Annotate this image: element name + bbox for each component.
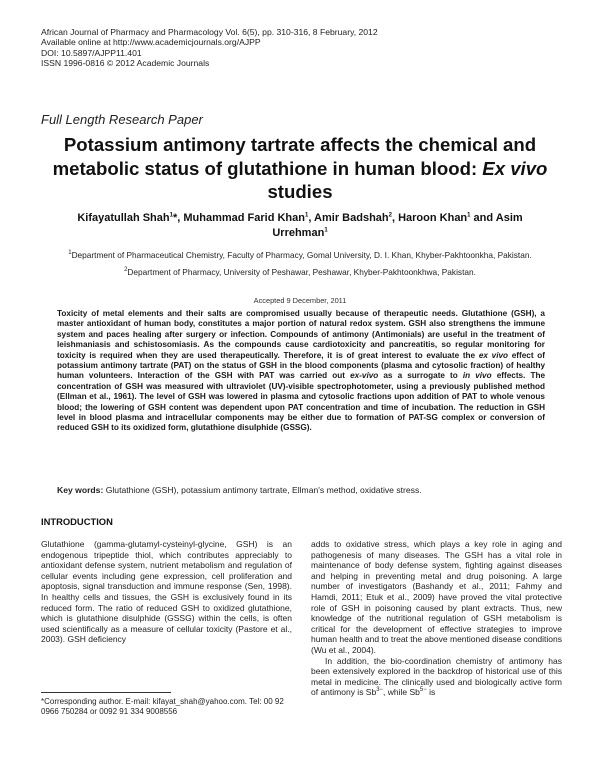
author-name: Muhammad Farid Khan <box>183 212 305 224</box>
footnote-rule <box>41 692 171 693</box>
author-name: Kifayatullah Shah <box>77 212 170 224</box>
charge-sup: 3− <box>376 687 384 694</box>
abstract-italic: in vivo <box>462 371 492 381</box>
section-heading-introduction: INTRODUCTION <box>41 516 113 527</box>
author-affil-sup: 1 <box>467 212 471 219</box>
affiliation-1 <box>40 250 560 261</box>
author-1 <box>183 212 314 224</box>
intro-paragraph-3 <box>311 656 562 698</box>
author-affil-sup: 1 <box>324 227 328 234</box>
author-0 <box>77 212 183 224</box>
author-separator: , <box>308 212 315 224</box>
paper-type: Full Length Research Paper <box>41 112 203 127</box>
author-separator: , <box>177 212 184 224</box>
affiliation-text: Department of Pharmacy, University of Peshawar, Peshawar, Khyber-Pakhtoonkhwa, Pakistan. <box>127 267 476 277</box>
abstract <box>57 309 545 434</box>
abstract-italic: ex vivo <box>478 350 509 360</box>
affiliation-sup: 2 <box>124 267 128 274</box>
journal-issn: ISSN 1996-0816 © 2012 Academic Journals <box>41 58 210 69</box>
affiliation-sup: 1 <box>68 250 72 257</box>
abstract-part: effect of potassium antimony tartrate (PAT) on the status of GSH in the blood components (plasma and cytosolic fraction) of healthy human volunteers. Interaction of the GSH with PAT was carried out <box>57 350 546 381</box>
author-affil-sup: 1 <box>169 212 173 219</box>
author-name: Haroon Khan <box>398 212 468 224</box>
author-separator: , <box>391 212 399 224</box>
charge-sup: 5− <box>419 687 427 694</box>
title-end: studies <box>267 181 333 203</box>
author-name: Asim Urrehman <box>272 212 523 239</box>
author-separator: and <box>470 212 496 224</box>
para-text: , while Sb <box>383 687 420 698</box>
body-column-left <box>41 539 292 645</box>
abstract-part: Toxicity of metal elements and their salts are compromised usually because of therapeutic needs. Glutathione (GSH), a master antioxidant of human body, constitutes a major portion of natural redox system. GSH also strengthens the immune system and paces healing after surgery or infection. Compounds of antimony (Antimonials) are useful in the treatment of leishmaniasis and schistosomiasis. As the compounds cause cardiotoxicity and pancreatitis, so regular monitoring for toxicity is required when they are used therapeutically. Therefore, it is of great interest to evaluate the <box>57 309 545 360</box>
abstract-italic: ex-vivo <box>350 371 379 381</box>
author-affil-sup: 2 <box>388 212 392 219</box>
para-text: In addition, the bio-coordination chemistry of antimony has been extensively explored in the backdrop of historical use of this metal in medicine. The clinically used and biologically active form of antimony is Sb <box>311 655 562 698</box>
journal-doi: DOI: 10.5897/AJPP11.401 <box>41 47 142 58</box>
journal-header <box>41 27 561 69</box>
corresponding-footnote: *Corresponding author. E-mail: kifayat_shah@yahoo.com. Tel: 00 92 0966 750284 or 0092 91 334 9008556 <box>41 697 284 716</box>
author-3 <box>398 212 496 224</box>
author-corresponding-mark: * <box>172 212 178 224</box>
affiliation-text: Department of Pharmaceutical Chemistry, Faculty of Pharmacy, Gomal University, D. I. Khan, Khyber-Pakhtoonkha, Pakistan. <box>71 250 532 260</box>
abstract-part: as a surrogate to <box>378 371 463 381</box>
para-text: is <box>426 687 436 698</box>
keywords <box>57 485 545 495</box>
keywords-text: Glutathione (GSH), potassium antimony tartrate, Ellman's method, oxidative stress. <box>103 485 422 495</box>
paper-title <box>36 133 564 204</box>
journal-citation: African Journal of Pharmacy and Pharmacology Vol. 6(5), pp. 310-316, 8 February, 2012 <box>41 27 378 37</box>
abstract-part: effects. The concentration of GSH was measured with ultraviolet (UV)-visible spectrophotometer, using a previously published method (Ellman et al., 1961). The level of GSH was lowered in plasma and cytosolic fractions upon addition of PAT to whole venous blood; the lowering of GSH content was dependent upon PAT concentration and time of incubation. The reduction in GSH level in blood plasma and intracellular components may be either due to formation of PAT-SG complex or conversion of reduced GSH to its oxidized form, glutathione disulphide (GSSG). <box>57 371 546 433</box>
title-italic: Ex vivo <box>482 157 548 179</box>
author-list <box>50 211 550 241</box>
author-affil-sup: 1 <box>304 212 309 219</box>
affiliation-2 <box>40 267 560 278</box>
title-main: Potassium antimony tartrate affects the chemical and metabolic status of glutathione in human blood: <box>52 134 537 179</box>
keywords-label: Key words: <box>57 485 104 495</box>
author-name: Amir Badshah <box>314 212 389 224</box>
intro-paragraph-1: Glutathione (gamma-glutamyl-cysteinyl-glycine, GSH) is an endogenous tripeptide thiol, which contributes appreciably to antioxidant defense system, nutrient metabolism and regulation of cellular events including gene expression, cell proliferation and apoptosis, signal transduction and immune response (Sen, 1998). In healthy cells and tissues, the GSH is exclusively found in its reduced form. The ratio of reduced GSH to oxidized glutathione, which is glutathione disulphide (GSSG) within the cells, is often used scientifically as a measure of cellular toxicity (Pastore et al., 2003). GSH deficiency <box>41 539 292 645</box>
accepted-date: Accepted 9 December, 2011 <box>253 296 347 305</box>
body-column-right <box>311 539 562 698</box>
journal-url: Available online at http://www.academicjournals.org/AJPP <box>41 37 261 48</box>
intro-paragraph-2: adds to oxidative stress, which plays a key role in aging and pathogenesis of many diseases. The GSH has a vital role in maintenance of body defense system, fighting against diseases and helping in preventing metal and drug poisoning. A large number of investigators (Bashandy et al., 2011; Fahmy and Hamdi, 2011; Etuk et al., 2009) have proved the vital protective role of GSH in poisoning caused by plant extracts. Thus, new knowledge of the nutritional regulation of GSH metabolism is critical for the development of effective strategies to improve human health and to treat the above mentioned disease conditions (Wu et al., 2004). <box>311 539 562 655</box>
affiliations <box>40 250 560 284</box>
author-2 <box>314 212 398 224</box>
